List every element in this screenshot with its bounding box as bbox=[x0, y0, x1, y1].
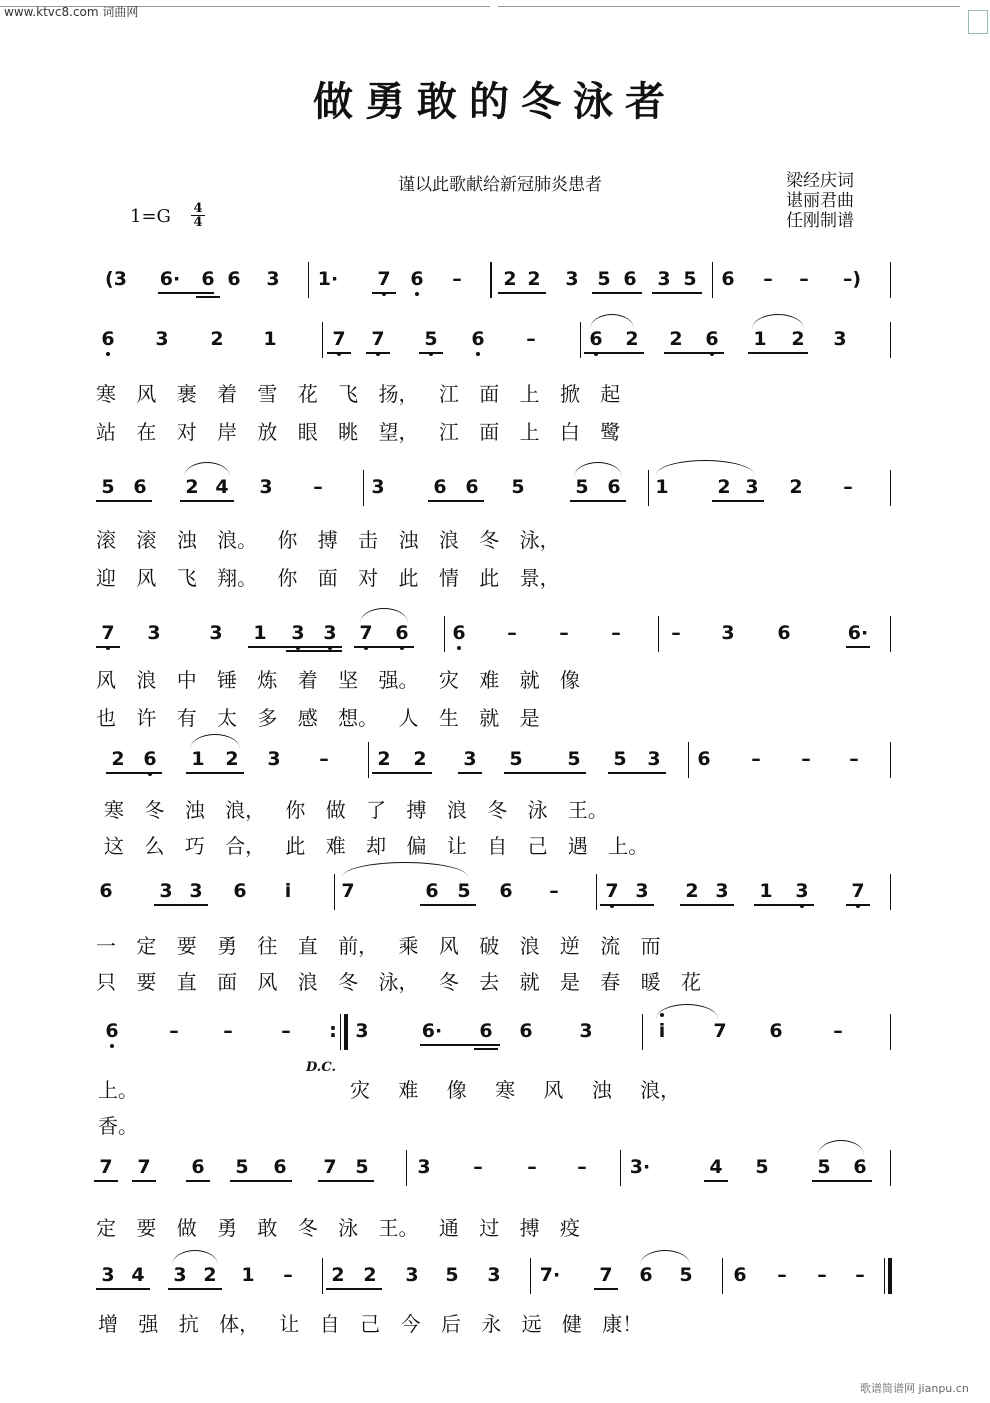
barline bbox=[890, 1014, 891, 1050]
note: 3 bbox=[657, 268, 671, 290]
note: – bbox=[559, 622, 569, 644]
note: 7 bbox=[341, 880, 355, 902]
slur bbox=[590, 314, 634, 329]
note: 5 bbox=[457, 880, 471, 902]
note: 6· bbox=[847, 622, 869, 644]
note: 5 bbox=[679, 1264, 693, 1286]
note: 6 bbox=[447, 622, 471, 644]
slur bbox=[184, 462, 230, 477]
underline bbox=[754, 904, 814, 906]
note: 7· bbox=[539, 1264, 561, 1286]
note: 7 bbox=[137, 1156, 151, 1178]
note: 6· bbox=[159, 268, 181, 290]
barline bbox=[890, 874, 891, 910]
note: 7 bbox=[600, 880, 624, 902]
system-4 bbox=[0, 616, 990, 656]
note: 3· bbox=[629, 1156, 651, 1178]
dedication: 谨以此歌献给新冠肺炎患者 bbox=[398, 175, 602, 195]
note: 1 bbox=[263, 328, 277, 350]
underline bbox=[158, 292, 214, 294]
note: 1 bbox=[191, 748, 205, 770]
lyric-line: 风 浪 中 锤 炼 着 坚 强。 灾 难 就 像 bbox=[96, 668, 580, 692]
note: 3 bbox=[147, 622, 161, 644]
note: 3 bbox=[790, 880, 814, 902]
arranger: 任刚制谱 bbox=[786, 211, 854, 231]
note: 7 bbox=[599, 1264, 613, 1286]
barline bbox=[596, 874, 597, 910]
lyric-line: 香。 bbox=[98, 1114, 138, 1138]
underline bbox=[196, 296, 220, 298]
note: 6 bbox=[233, 880, 247, 902]
note: 3 bbox=[159, 880, 173, 902]
note: 1 bbox=[655, 476, 669, 498]
note: 5 bbox=[613, 748, 627, 770]
lyric-line: 上。 bbox=[98, 1078, 138, 1102]
barline bbox=[658, 616, 659, 652]
note: 6 bbox=[227, 268, 241, 290]
note: 1 bbox=[253, 622, 267, 644]
underline bbox=[846, 646, 870, 648]
note: (3 bbox=[105, 268, 127, 290]
note: – bbox=[799, 268, 809, 290]
underline bbox=[180, 500, 234, 502]
note: –) bbox=[842, 268, 862, 290]
note: 2 bbox=[413, 748, 427, 770]
note: – bbox=[313, 476, 323, 498]
key-signature: 1=G bbox=[130, 206, 171, 227]
note: 6 bbox=[639, 1264, 653, 1286]
barline bbox=[580, 322, 581, 358]
note: – bbox=[843, 476, 853, 498]
slur bbox=[360, 608, 408, 623]
barline bbox=[368, 742, 369, 778]
barline bbox=[406, 1150, 407, 1186]
system-2 bbox=[0, 322, 990, 362]
time-signature bbox=[191, 202, 205, 229]
note: – bbox=[319, 748, 329, 770]
system-3 bbox=[0, 470, 990, 510]
lyric-line: 灾 难 像 寒 风 浊 浪， bbox=[350, 1078, 681, 1102]
underline bbox=[584, 352, 644, 354]
underline bbox=[498, 292, 546, 294]
underline bbox=[420, 904, 476, 906]
barline bbox=[642, 1014, 643, 1050]
underline bbox=[326, 1288, 382, 1290]
note: 3 bbox=[417, 1156, 431, 1178]
underline bbox=[318, 1180, 374, 1182]
note: 5 bbox=[511, 476, 525, 498]
system-5 bbox=[0, 742, 990, 782]
note: 2 bbox=[203, 1264, 217, 1286]
note: 2 bbox=[625, 328, 639, 350]
underline bbox=[664, 352, 724, 354]
lyric-line: 迎 风 飞 翔。 你 面 对 此 情 此 景， bbox=[96, 566, 560, 590]
note: 6 bbox=[584, 328, 608, 350]
underline bbox=[132, 1180, 156, 1182]
slur bbox=[818, 1140, 864, 1155]
note: 6 bbox=[623, 268, 637, 290]
note: 6 bbox=[133, 476, 147, 498]
song-title: 做勇敢的冬泳者 bbox=[313, 78, 677, 125]
slur bbox=[574, 462, 622, 477]
note: – bbox=[833, 1020, 843, 1042]
composer: 谌丽君曲 bbox=[786, 191, 854, 211]
underline bbox=[354, 646, 414, 648]
note: 6 bbox=[853, 1156, 867, 1178]
note: 6 bbox=[733, 1264, 747, 1286]
note: – bbox=[611, 622, 621, 644]
slur bbox=[342, 862, 468, 877]
lyric-line: 寒 冬 浊 浪， 你 做 了 搏 浪 冬 泳 王。 bbox=[104, 798, 608, 822]
underline bbox=[154, 904, 208, 906]
note: 7 bbox=[327, 328, 351, 350]
note: 1 bbox=[753, 328, 767, 350]
dc-mark: D.C. bbox=[306, 1060, 336, 1075]
note: 2 bbox=[225, 748, 239, 770]
note: 3 bbox=[579, 1020, 593, 1042]
underline bbox=[96, 1288, 150, 1290]
barline bbox=[322, 322, 323, 358]
note: 3 bbox=[371, 476, 385, 498]
note: 3 bbox=[155, 328, 169, 350]
note: 3 bbox=[833, 328, 847, 350]
barline bbox=[322, 1258, 323, 1294]
note: – bbox=[452, 268, 462, 290]
note: 5 bbox=[445, 1264, 459, 1286]
watermark: www.ktvc8.com 词曲网 bbox=[4, 5, 139, 19]
underline bbox=[168, 1288, 222, 1290]
note: 3 bbox=[647, 748, 661, 770]
note: 6 bbox=[777, 622, 791, 644]
underline bbox=[420, 1044, 500, 1046]
underline bbox=[327, 352, 351, 354]
note: – bbox=[527, 1156, 537, 1178]
note: 6 bbox=[700, 328, 724, 350]
lyric-line: 增 强 抗 体， 让 自 己 今 后 永 远 健 康！ bbox=[98, 1312, 643, 1336]
barline bbox=[340, 1014, 341, 1050]
note: 3 bbox=[565, 268, 579, 290]
underline bbox=[570, 500, 626, 502]
note: 2 bbox=[503, 268, 517, 290]
note: i bbox=[650, 1020, 674, 1042]
note: 3 bbox=[266, 268, 280, 290]
top-rule-right bbox=[498, 6, 960, 7]
underline bbox=[846, 904, 870, 906]
barline-thick bbox=[344, 1014, 348, 1050]
barline bbox=[712, 262, 713, 298]
note: 6 bbox=[769, 1020, 783, 1042]
note: 2 bbox=[669, 328, 683, 350]
note: 5 bbox=[575, 476, 589, 498]
underline bbox=[474, 1048, 498, 1050]
underline bbox=[286, 650, 342, 652]
barline bbox=[890, 262, 891, 298]
note: 6 bbox=[390, 622, 414, 644]
underline bbox=[94, 1180, 118, 1182]
barline-final bbox=[888, 1258, 892, 1294]
lyric-line: 定 要 做 勇 敢 冬 泳 王。 通 过 搏 疫 bbox=[96, 1216, 580, 1240]
note: 1· bbox=[317, 268, 339, 290]
note: 2 bbox=[527, 268, 541, 290]
note: 7 bbox=[323, 1156, 337, 1178]
note: – bbox=[763, 268, 773, 290]
system-6 bbox=[0, 874, 990, 914]
note: 3 bbox=[463, 748, 477, 770]
note: 2 bbox=[685, 880, 699, 902]
barline bbox=[490, 262, 492, 298]
note: 3 bbox=[286, 622, 310, 644]
barline bbox=[620, 1150, 621, 1186]
note: 6 bbox=[99, 880, 113, 902]
time-top: 4 bbox=[193, 201, 203, 216]
note: 3 bbox=[715, 880, 729, 902]
repeat-dots: : bbox=[329, 1018, 337, 1042]
note: 3 bbox=[267, 748, 281, 770]
note: 2 bbox=[331, 1264, 345, 1286]
underline bbox=[230, 1180, 292, 1182]
barline bbox=[334, 874, 335, 910]
barline bbox=[722, 1258, 723, 1294]
note: 3 bbox=[635, 880, 649, 902]
note: 6 bbox=[697, 748, 711, 770]
underline bbox=[372, 772, 432, 774]
note: 1 bbox=[759, 880, 773, 902]
note: 6 bbox=[96, 328, 120, 350]
barline bbox=[890, 322, 891, 358]
note: 6 bbox=[466, 328, 490, 350]
note: – bbox=[577, 1156, 587, 1178]
note: 6 bbox=[499, 880, 513, 902]
note: 6 bbox=[191, 1156, 205, 1178]
note: 3 bbox=[101, 1264, 115, 1286]
underline bbox=[592, 292, 642, 294]
lyric-line: 这 么 巧 合， 此 难 却 偏 让 自 己 遇 上。 bbox=[104, 834, 649, 858]
underline bbox=[96, 646, 120, 648]
underline bbox=[186, 772, 244, 774]
note: – bbox=[223, 1020, 233, 1042]
note: 2 bbox=[363, 1264, 377, 1286]
underline bbox=[704, 1180, 728, 1182]
underline bbox=[600, 904, 654, 906]
note: 4 bbox=[215, 476, 229, 498]
note: 6 bbox=[405, 268, 429, 290]
note: i bbox=[284, 880, 292, 902]
note: – bbox=[169, 1020, 179, 1042]
note: – bbox=[281, 1020, 291, 1042]
note: 6 bbox=[201, 268, 215, 290]
note: 7 bbox=[713, 1020, 727, 1042]
barline bbox=[363, 470, 364, 506]
note: 6· bbox=[421, 1020, 443, 1042]
note: 3 bbox=[189, 880, 203, 902]
system-1 bbox=[0, 262, 990, 302]
lyric-line: 也 许 有 太 多 感 想。 人 生 就 是 bbox=[96, 706, 540, 730]
note: 3 bbox=[405, 1264, 419, 1286]
note: 2 bbox=[111, 748, 125, 770]
note: 5 bbox=[755, 1156, 769, 1178]
note: 3 bbox=[173, 1264, 187, 1286]
note: 6 bbox=[273, 1156, 287, 1178]
underline bbox=[458, 772, 482, 774]
note: 1 bbox=[241, 1264, 255, 1286]
note: – bbox=[801, 748, 811, 770]
footer-logo: 歌谱简谱网 jianpu.cn bbox=[860, 1382, 969, 1395]
system-8 bbox=[0, 1150, 990, 1190]
lyric-line: 滚 滚 浊 浪。 你 搏 击 浊 浪 冬 泳， bbox=[96, 528, 560, 552]
note: 7 bbox=[846, 880, 870, 902]
barline bbox=[890, 470, 891, 506]
note: 3 bbox=[721, 622, 735, 644]
note: – bbox=[777, 1264, 787, 1286]
note: 5 bbox=[235, 1156, 249, 1178]
note: 2 bbox=[377, 748, 391, 770]
note: 6 bbox=[100, 1020, 124, 1042]
barline bbox=[530, 1258, 531, 1294]
time-bottom: 4 bbox=[191, 215, 205, 229]
note: 5 bbox=[101, 476, 115, 498]
underline bbox=[504, 772, 586, 774]
underline bbox=[608, 772, 666, 774]
note: 5 bbox=[567, 748, 581, 770]
note: 3 bbox=[487, 1264, 501, 1286]
slur bbox=[640, 1250, 690, 1265]
system-7 bbox=[0, 1014, 990, 1054]
barline bbox=[884, 1258, 885, 1294]
note: 5 bbox=[355, 1156, 369, 1178]
note: 6 bbox=[721, 268, 735, 290]
underline bbox=[419, 352, 443, 354]
note: 6 bbox=[138, 748, 162, 770]
note: 4 bbox=[709, 1156, 723, 1178]
lyric-line: 寒 风 裹 着 雪 花 飞 扬， 江 面 上 掀 起 bbox=[96, 382, 621, 406]
underline bbox=[594, 1288, 618, 1290]
barline bbox=[444, 616, 445, 652]
note: 4 bbox=[131, 1264, 145, 1286]
system-9 bbox=[0, 1258, 990, 1298]
note: 2 bbox=[185, 476, 199, 498]
note: 5 bbox=[817, 1156, 831, 1178]
note: 6 bbox=[607, 476, 621, 498]
note: 6 bbox=[433, 476, 447, 498]
underline bbox=[748, 352, 808, 354]
underline bbox=[428, 500, 484, 502]
slur bbox=[752, 314, 804, 329]
note: – bbox=[849, 748, 859, 770]
note: 2 bbox=[717, 476, 731, 498]
note: – bbox=[283, 1264, 293, 1286]
note: 7 bbox=[354, 622, 378, 644]
note: 5 bbox=[683, 268, 697, 290]
note: – bbox=[507, 622, 517, 644]
note: – bbox=[549, 880, 559, 902]
underline bbox=[680, 904, 734, 906]
underline bbox=[372, 292, 396, 294]
note: – bbox=[817, 1264, 827, 1286]
underline bbox=[106, 772, 162, 774]
barline bbox=[890, 1150, 891, 1186]
barline bbox=[890, 616, 891, 652]
note: – bbox=[751, 748, 761, 770]
slur bbox=[190, 734, 240, 749]
note: 6 bbox=[465, 476, 479, 498]
slur bbox=[656, 1004, 718, 1019]
underline bbox=[186, 1180, 210, 1182]
barline bbox=[890, 742, 891, 778]
slur bbox=[172, 1250, 218, 1265]
lyric-line: 站 在 对 岸 放 眼 眺 望， 江 面 上 白 鹭 bbox=[96, 420, 621, 444]
note: 3 bbox=[209, 622, 223, 644]
note: 7 bbox=[96, 622, 120, 644]
underline bbox=[96, 500, 152, 502]
note: – bbox=[473, 1156, 483, 1178]
note: 7 bbox=[366, 328, 390, 350]
note: 6 bbox=[425, 880, 439, 902]
note: 2 bbox=[789, 476, 803, 498]
corner-box bbox=[968, 10, 988, 34]
underline bbox=[248, 646, 342, 648]
note: – bbox=[526, 328, 536, 350]
note: 3 bbox=[355, 1020, 369, 1042]
underline bbox=[366, 352, 390, 354]
note: 6 bbox=[479, 1020, 493, 1042]
underline bbox=[652, 292, 702, 294]
lyric-line: 只 要 直 面 风 浪 冬 泳， 冬 去 就 是 春 暖 花 bbox=[96, 970, 702, 994]
note: 6 bbox=[519, 1020, 533, 1042]
note: 3 bbox=[259, 476, 273, 498]
note: 7 bbox=[99, 1156, 113, 1178]
lyricist: 梁经庆词 bbox=[786, 171, 854, 191]
note: 3 bbox=[318, 622, 342, 644]
barline bbox=[308, 262, 309, 298]
note: 5 bbox=[597, 268, 611, 290]
note: 5 bbox=[419, 328, 443, 350]
barline bbox=[648, 470, 649, 506]
underline bbox=[712, 500, 764, 502]
lyric-line: 一 定 要 勇 往 直 前， 乘 风 破 浪 逆 流 而 bbox=[96, 934, 661, 958]
underline bbox=[812, 1180, 872, 1182]
note: – bbox=[855, 1264, 865, 1286]
note: 2 bbox=[791, 328, 805, 350]
note: 3 bbox=[745, 476, 759, 498]
barline bbox=[688, 742, 689, 778]
slur bbox=[656, 460, 754, 475]
note: 7 bbox=[372, 268, 396, 290]
note: 5 bbox=[509, 748, 523, 770]
note: – bbox=[671, 622, 681, 644]
note: 2 bbox=[210, 328, 224, 350]
